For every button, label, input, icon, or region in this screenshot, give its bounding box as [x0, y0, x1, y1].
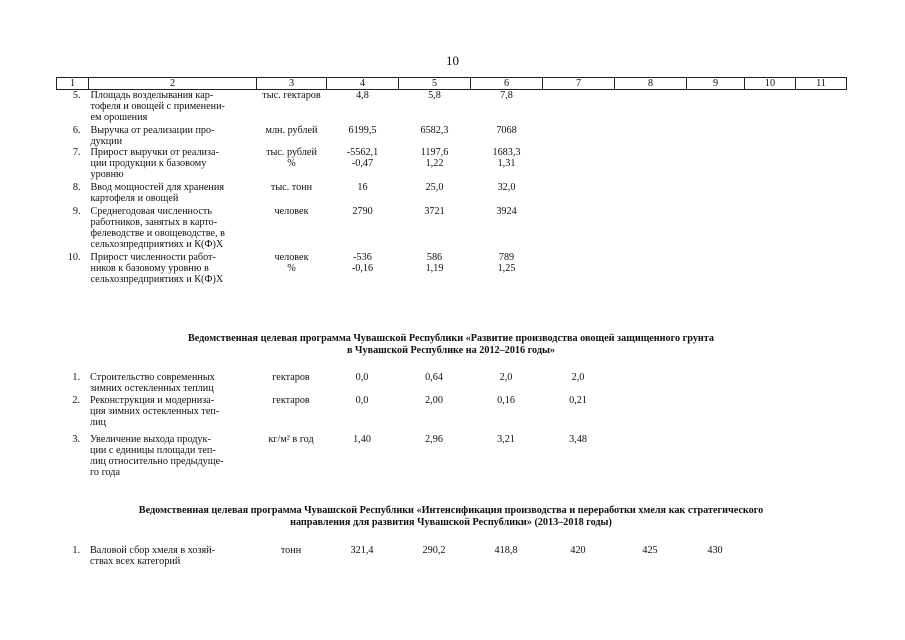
unit-of-measure-line: тыс. тонн: [270, 182, 313, 193]
indicator-value: [796, 123, 847, 147]
row-number: 7.: [72, 147, 81, 158]
column-number-cell: 10: [745, 78, 796, 90]
indicator-value: [686, 428, 744, 478]
indicator-value: [615, 147, 687, 180]
indicator-value: [471, 250, 543, 285]
unit-of-measure: [257, 90, 327, 124]
indicator-value: [687, 204, 745, 250]
indicator-value-line: 789: [498, 252, 515, 263]
indicator-value: [543, 250, 615, 285]
indicator-value: [399, 180, 471, 204]
row-number: 10.: [67, 252, 81, 263]
indicator-value-line: 6582,3: [420, 125, 449, 136]
indicator-value: [796, 147, 847, 180]
table-row: [56, 394, 846, 428]
unit-of-measure-line: %: [287, 158, 296, 169]
unit-of-measure-line: гектаров: [272, 395, 310, 406]
indicator-value-line: 7,8: [500, 90, 513, 101]
indicator-value: [614, 428, 686, 478]
indicator-name-line: лиц: [90, 417, 106, 428]
indicator-value-line: 1683,3: [492, 147, 521, 158]
unit-of-measure-line: %: [287, 263, 296, 274]
unit-of-measure: [257, 123, 327, 147]
indicator-value: [795, 428, 846, 478]
row-number: 8.: [72, 182, 81, 193]
indicator-name-line: ем орошения: [90, 112, 148, 123]
indicator-name: [89, 204, 257, 250]
indicator-value: [398, 394, 470, 428]
indicator-name-line: работников, занятых в карто-: [90, 217, 218, 228]
indicator-value: [327, 180, 399, 204]
indicator-value-line: 1197,6: [420, 147, 449, 158]
indicator-value: [327, 147, 399, 180]
indicator-value: [795, 545, 846, 567]
unit-of-measure: [256, 372, 326, 394]
indicator-value-line: 2,0: [571, 372, 585, 383]
indicator-name: [88, 372, 256, 394]
indicator-value: [543, 204, 615, 250]
column-number-cell: 7: [543, 78, 615, 90]
indicator-value-line: 0,64: [425, 372, 443, 383]
table-row: [56, 545, 846, 567]
indicator-value: [327, 90, 399, 124]
indicator-name: [88, 545, 256, 567]
indicator-value-line: 0,0: [355, 395, 369, 406]
indicator-value: [326, 428, 398, 478]
indicator-value: [542, 428, 614, 478]
indicator-value: [745, 250, 796, 285]
indicator-value: [687, 250, 745, 285]
column-number-cell: 6: [471, 78, 543, 90]
indicator-value: [542, 545, 614, 567]
indicator-name-line: Среднегодовая численность: [90, 206, 212, 217]
indicator-value: [399, 204, 471, 250]
indicator-value: [471, 180, 543, 204]
indicator-value: [326, 545, 398, 567]
indicator-value-line: 321,4: [350, 545, 374, 556]
indicator-value-line: 2,96: [425, 434, 443, 445]
row-number: 5.: [72, 90, 81, 101]
unit-of-measure: [256, 394, 326, 428]
indicator-name-line: Прирост численности работ-: [90, 252, 216, 263]
unit-of-measure: [257, 180, 327, 204]
indicator-value-line: 1,31: [497, 158, 516, 169]
indicator-value: [614, 394, 686, 428]
indicator-value-line: 0,21: [569, 395, 587, 406]
indicator-value: [687, 123, 745, 147]
indicator-value-line: 3721: [424, 206, 445, 217]
unit-of-measure-line: кг/м² в год: [268, 434, 314, 445]
indicator-value-line: 430: [707, 545, 723, 556]
indicator-value-line: 586: [426, 252, 443, 263]
indicator-name-line: ции продукции к базовому: [90, 158, 207, 169]
row-number: 2.: [72, 395, 80, 406]
indicator-value: [686, 545, 744, 567]
row-number: 1.: [72, 545, 80, 556]
indicator-value: [327, 250, 399, 285]
indicator-name: [89, 123, 257, 147]
indicator-value-line: 418,8: [494, 545, 518, 556]
indicator-value: [471, 204, 543, 250]
unit-of-measure: [257, 204, 327, 250]
indicator-name: [88, 394, 256, 428]
row-number: 3.: [72, 434, 80, 445]
indicator-value: [795, 394, 846, 428]
indicator-value: [326, 394, 398, 428]
indicator-value: [687, 180, 745, 204]
indicator-value: [615, 180, 687, 204]
indicator-name: [89, 180, 257, 204]
indicator-value-line: 7068: [496, 125, 517, 136]
row-number: 6.: [72, 125, 81, 136]
indicator-name-line: сельхозпредприятиях и К(Ф)Х: [90, 274, 224, 285]
unit-of-measure: [256, 428, 326, 478]
unit-of-measure-line: млн. рублей: [265, 125, 318, 136]
indicator-value: [614, 372, 686, 394]
page-number: 10: [446, 53, 459, 68]
indicator-value: [543, 123, 615, 147]
indicator-value: [745, 123, 796, 147]
indicator-name: [89, 147, 257, 180]
section-title-hops: [56, 505, 846, 529]
indicator-value-line: 290,2: [422, 545, 446, 556]
indicator-value: [686, 394, 744, 428]
section-title-greenhouse: [56, 333, 846, 357]
indicator-value-line: 1,40: [353, 434, 371, 445]
table-row: [57, 250, 847, 285]
indicator-name-line: Строительство современных: [90, 372, 215, 383]
indicator-value: [470, 394, 542, 428]
column-number-cell: 2: [89, 78, 257, 90]
indicator-name: [88, 428, 256, 478]
indicator-value-line: 25,0: [425, 182, 444, 193]
greenhouse-indicators-table: [56, 372, 846, 478]
indicator-value-line: -536: [353, 252, 372, 263]
indicator-name-line: ции с единицы площади теп-: [90, 445, 216, 456]
indicator-value: [399, 147, 471, 180]
indicator-value-line: 4,8: [356, 90, 369, 101]
table-row: [56, 428, 846, 478]
indicator-name-line: Прирост выручки от реализа-: [90, 147, 219, 158]
indicator-value-line: 2,00: [425, 395, 443, 406]
unit-of-measure-line: тыс. рублей: [266, 147, 317, 158]
indicator-name-line: ников к базовому уровню в: [90, 263, 209, 274]
indicator-value: [398, 372, 470, 394]
indicator-value: [615, 123, 687, 147]
indicator-value: [744, 372, 795, 394]
column-number-cell: 9: [687, 78, 745, 90]
indicator-name-line: Реконструкция и модерниза-: [90, 395, 215, 406]
unit-of-measure: [257, 147, 327, 180]
indicator-value-line: 3924: [496, 206, 517, 217]
indicator-name-line: фелеводстве и овощеводстве, в: [90, 228, 225, 239]
indicator-value: [470, 545, 542, 567]
indicator-name-line: картофеля и овощей: [90, 193, 179, 204]
indicator-value: [615, 250, 687, 285]
indicator-value-line: 6199,5: [348, 125, 377, 136]
indicator-value-line: 425: [642, 545, 658, 556]
table-row: [57, 90, 847, 124]
indicator-value-line: 32,0: [497, 182, 516, 193]
indicator-name-line: Увеличение выхода продук-: [90, 434, 211, 445]
indicator-value-line: 3,48: [569, 434, 587, 445]
indicator-name-line: Валовой сбор хмеля в хозяй-: [90, 545, 216, 556]
section-title-line: направления для развития Чувашской Республики» (2013–2018 годы): [290, 517, 612, 528]
indicator-value-line: 1,22: [425, 158, 444, 169]
indicator-value: [543, 180, 615, 204]
indicator-value: [398, 428, 470, 478]
indicator-value: [796, 250, 847, 285]
indicator-value: [687, 90, 745, 124]
table-row: [57, 123, 847, 147]
indicator-value: [745, 204, 796, 250]
column-number-cell: 4: [327, 78, 399, 90]
indicator-name-line: ствах всех категорий: [90, 556, 181, 567]
indicator-name-line: го года: [90, 467, 120, 478]
indicator-name-line: зимних остекленных теплиц: [90, 383, 214, 394]
indicators-table: [56, 77, 847, 285]
indicator-value-line: 0,16: [497, 395, 515, 406]
indicator-value-line: 2,0: [499, 372, 513, 383]
indicator-value: [542, 394, 614, 428]
column-number-cell: 8: [615, 78, 687, 90]
unit-of-measure-line: человек: [274, 252, 309, 263]
unit-of-measure-line: человек: [274, 206, 309, 217]
section-title-line: Ведомственная целевая программа Чувашской Республики «Развитие производства овощей защищенного грунта: [187, 333, 715, 344]
indicator-value: [399, 250, 471, 285]
table-row: [57, 204, 847, 250]
unit-of-measure: [257, 250, 327, 285]
indicator-value: [796, 204, 847, 250]
indicator-value: [327, 123, 399, 147]
table-row: [57, 180, 847, 204]
indicator-value-line: -0,16: [351, 263, 374, 274]
indicator-value: [543, 147, 615, 180]
indicator-name-line: Площадь возделывания кар-: [90, 90, 214, 101]
indicator-value: [615, 90, 687, 124]
indicator-value: [795, 372, 846, 394]
indicator-value-line: 16: [357, 182, 368, 193]
column-number-cell: 11: [796, 78, 847, 90]
table-row: [56, 372, 846, 394]
table-row: [57, 147, 847, 180]
indicator-value-line: 3,21: [497, 434, 515, 445]
indicator-value-line: 1,25: [497, 263, 516, 274]
indicator-value: [326, 372, 398, 394]
column-number-row: [57, 78, 847, 90]
indicator-name: [89, 90, 257, 124]
indicator-value: [745, 180, 796, 204]
indicator-value: [744, 545, 795, 567]
indicator-value: [399, 90, 471, 124]
indicator-value-line: 2790: [352, 206, 373, 217]
indicator-value: [796, 180, 847, 204]
unit-of-measure-line: тонн: [280, 545, 302, 556]
indicator-name-line: дукции: [90, 136, 123, 147]
indicator-value: [470, 428, 542, 478]
indicator-value-line: -5562,1: [346, 147, 379, 158]
row-number: 1.: [72, 372, 80, 383]
indicator-name-line: ция зимних остекленных теп-: [90, 406, 220, 417]
indicator-value: [471, 123, 543, 147]
indicator-value: [543, 90, 615, 124]
indicator-value: [398, 545, 470, 567]
indicator-value: [327, 204, 399, 250]
indicator-name-line: Ввод мощностей для хранения: [90, 182, 225, 193]
indicator-value-line: 420: [570, 545, 586, 556]
column-number-cell: 5: [399, 78, 471, 90]
indicator-value: [542, 372, 614, 394]
indicator-value: [615, 204, 687, 250]
section-title-line: Ведомственная целевая программа Чувашской Республики «Интенсификация производства и переработки хмеля как стратегического: [138, 505, 764, 516]
column-number-cell: 1: [57, 78, 89, 90]
indicator-value-line: -0,47: [351, 158, 374, 169]
indicator-value: [399, 123, 471, 147]
indicator-value: [745, 147, 796, 180]
indicator-name-line: лиц относительно предыдуще-: [90, 456, 224, 467]
indicator-value: [796, 90, 847, 124]
indicator-value: [686, 372, 744, 394]
indicator-value-line: 5,8: [428, 90, 441, 101]
unit-of-measure: [256, 545, 326, 567]
indicator-value-line: 0,0: [355, 372, 369, 383]
hops-indicators-table: [56, 545, 846, 567]
unit-of-measure-line: тыс. гектаров: [262, 90, 321, 101]
indicator-name: [89, 250, 257, 285]
indicator-value: [687, 147, 745, 180]
unit-of-measure-line: гектаров: [272, 372, 310, 383]
indicator-value-line: 1,19: [425, 263, 444, 274]
indicator-value: [745, 90, 796, 124]
indicator-value: [744, 394, 795, 428]
indicator-name-line: Выручка от реализации про-: [90, 125, 215, 136]
indicator-value: [744, 428, 795, 478]
section-title-line: в Чувашской Республике на 2012–2016 годы»: [346, 345, 556, 356]
indicator-value: [471, 147, 543, 180]
indicator-value: [614, 545, 686, 567]
indicator-value: [471, 90, 543, 124]
column-number-cell: 3: [257, 78, 327, 90]
indicator-value: [470, 372, 542, 394]
indicator-name-line: уровню: [90, 169, 124, 180]
row-number: 9.: [72, 206, 81, 217]
indicator-name-line: сельхозпредприятиях и К(Ф)Х: [90, 239, 224, 250]
indicator-name-line: тофеля и овощей с применени-: [90, 101, 225, 112]
